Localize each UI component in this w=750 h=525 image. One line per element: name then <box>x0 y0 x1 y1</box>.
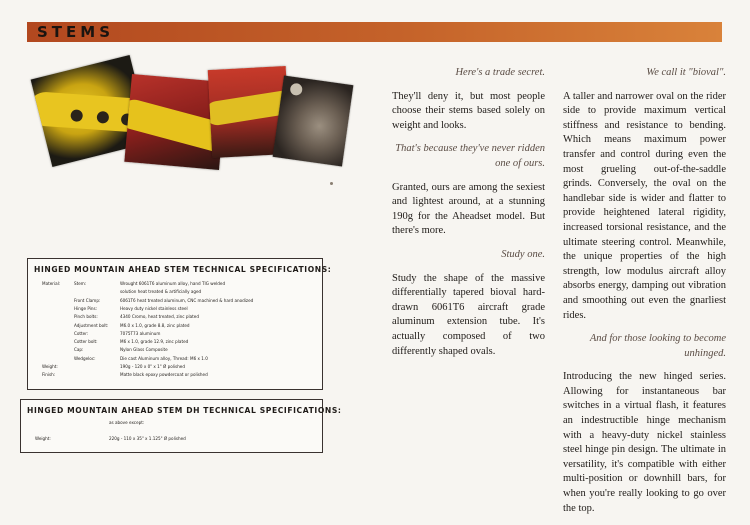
spec-title: HINGED MOUNTAIN AHEAD STEM DH TECHNICAL SPECIFICATIONS: <box>27 406 342 415</box>
body-paragraph: A taller and narrower oval on the rider side to provide maximum vertical stiffness and resistance to bending. Which means maximum power transfer and control during even the most grueling out-of-the-saddle grinds. Conversely, the oval on the handlebar side is wider and flatter to provide heightened lateral rigidity, increased torsional resistance, and the ultimate steering control. Meanwhile, the unique properties of the high strength, low modulus aircraft alloy absorbs energy, damping out vibration and smoothing out even the gnarliest rides. <box>563 90 726 321</box>
pull-quote: Here's a trade secret. <box>455 67 545 78</box>
decorative-dot <box>330 182 333 185</box>
spec-value: 7075T73 aluminum <box>120 331 161 337</box>
body-paragraph: Introducing the new hinged series. Allowing for instantaneous bar switches in a virtual flash, it features an indestructible hinge mechanism with a heavy-duty nickel stainless steel hinge pin design. The ultimate in versatility, it's compatible with either multi-position or downhill bars, for when you're really looking to go over the top. <box>563 371 726 514</box>
spec-title: HINGED MOUNTAIN AHEAD STEM TECHNICAL SPECIFICATIONS: <box>34 265 332 274</box>
body-paragraph: Granted, ours are among the sexiest and lightest around, at a stunning 190g for the Aheadset model. But there's more. <box>392 181 545 237</box>
body-paragraph: Study the shape of the massive differentially tapered bioval hard-drawn 6061T6 aircraft grade aluminum extension tube. It's actually composed of two differently shaped ovals. <box>392 272 545 357</box>
spec-key: Wedgeloc: <box>74 356 96 362</box>
spec-weight-label: Weight: <box>35 437 51 442</box>
spec-value: solution heat treated & artificially aged <box>120 290 202 296</box>
spec-value: M6 x 1.0, grade 12.9, zinc plated <box>120 340 189 346</box>
spec-key: Pinch bolts: <box>74 315 98 321</box>
spec-group-label: Material: <box>42 282 61 287</box>
text-column-2 <box>563 66 726 525</box>
spec-key: Cap: <box>74 348 84 354</box>
spec-group-label: Finish: <box>42 373 56 379</box>
pull-quote: Study one. <box>501 248 545 260</box>
product-photo-collage <box>40 58 345 178</box>
pull-quote: We call it "bioval". <box>646 67 726 78</box>
spec-note: as above except: <box>109 421 145 426</box>
section-title: STEMS <box>37 23 115 41</box>
spec-value: Heavy duty nickel stainless steel <box>120 306 188 312</box>
spec-box-hinged-ahead <box>27 258 332 390</box>
spec-value: Wrought 6061T6 aluminum alloy, hand TIG welded <box>120 282 226 287</box>
spec-group-label: Weight: <box>42 365 58 370</box>
spec-key: Hinge Pins: <box>74 306 98 312</box>
spec-key: Cotter: <box>74 331 89 337</box>
spec-value: Nylon Glass Composite <box>120 348 168 354</box>
body-paragraph: They'll deny it, but most people choose their stems based solely on weight and looks. <box>392 90 545 131</box>
spec-key: Stem: <box>74 282 87 287</box>
spec-value: Die cast Aluminum alloy, Thread: M6 x 1.0 <box>120 356 208 362</box>
spec-box-hinged-ahead-dh <box>20 399 342 453</box>
section-banner <box>27 22 722 42</box>
spec-value: 4340 Cromo, heat treated, zinc plated <box>120 315 199 321</box>
pull-quote: And for those looking to become unhinged. <box>589 333 726 359</box>
spec-weight-value: 220g - 110 x 35" x 1.125" Ø polished <box>109 437 186 442</box>
spec-value: M6.0 x 1.0, grade 8.8, zinc plated <box>120 323 190 329</box>
spec-key: Adjustment bolt: <box>74 323 109 329</box>
text-column-1 <box>392 66 545 368</box>
spec-key: Cotter bolt: <box>74 340 98 346</box>
spec-key: Front Clamp: <box>74 298 101 304</box>
spec-value: 6061T6 heat treated aluminum, CNC machined & hard anodized <box>120 298 254 304</box>
pull-quote: That's because they've never ridden one of ours. <box>395 143 545 169</box>
spec-value: 190g - 120 x 0" x 1" Ø polished <box>120 365 185 370</box>
photo-panel-4 <box>273 76 354 167</box>
spec-value: Matte black epoxy powdercoat or polished <box>120 373 208 379</box>
